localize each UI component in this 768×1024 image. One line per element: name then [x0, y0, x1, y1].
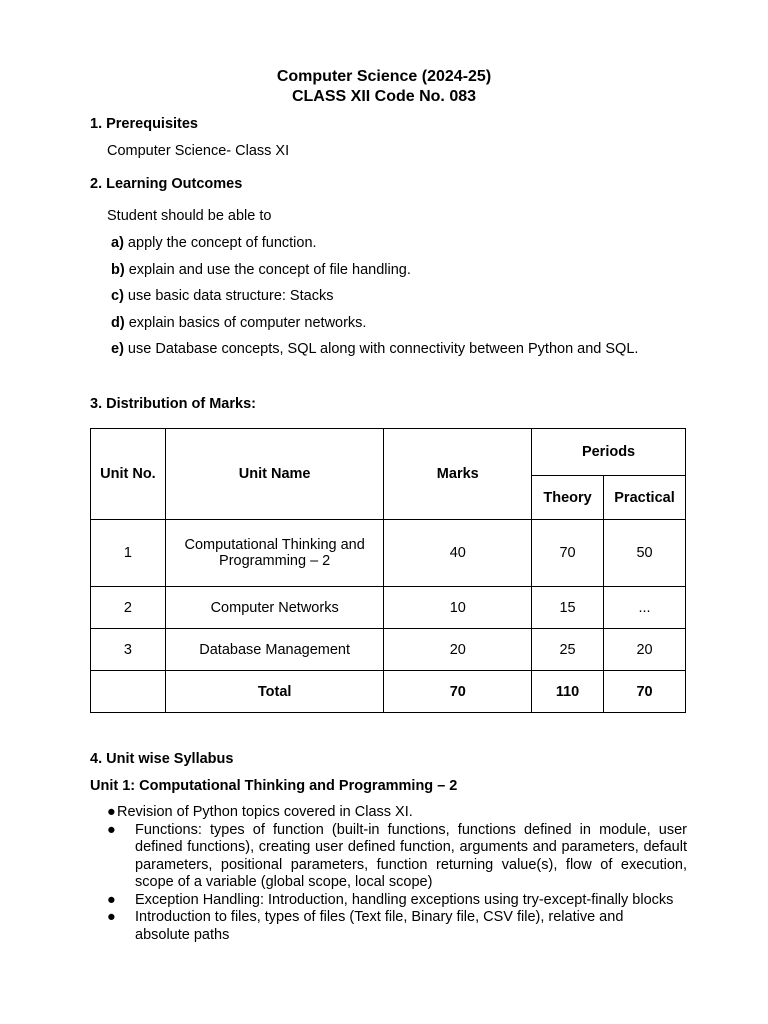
cell-practical: 50 — [604, 520, 686, 587]
cell-unit-name: Computer Networks — [165, 587, 384, 629]
table-row — [91, 629, 686, 671]
header-unit-name: Unit Name — [165, 429, 384, 520]
section-heading-prerequisites: 1. Prerequisites — [90, 116, 198, 132]
header-periods: Periods — [532, 429, 686, 476]
outcome-marker: e) — [111, 341, 124, 357]
cell-unit-no: 2 — [91, 587, 166, 629]
bullet-text: Exception Handling: Introduction, handling exceptions using try-except-finally blocks — [135, 891, 674, 908]
table-row — [91, 587, 686, 629]
total-practical: 70 — [604, 671, 686, 713]
cell-marks: 40 — [384, 520, 532, 587]
cell-theory: 15 — [532, 587, 604, 629]
learning-outcomes-intro: Student should be able to — [107, 208, 272, 224]
document-title: Computer Science (2024-25) — [276, 68, 492, 85]
bullet-icon: ● — [107, 891, 116, 908]
cell-empty — [91, 671, 166, 713]
cell-unit-name: Computational Thinking and Programming – 2 — [165, 520, 384, 587]
outcome-marker: b) — [111, 262, 125, 278]
cell-theory: 25 — [532, 629, 604, 671]
cell-unit-no: 3 — [91, 629, 166, 671]
outcome-marker: c) — [111, 288, 124, 304]
outcome-text: use Database concepts, SQL along with connectivity between Python and SQL. — [123, 341, 639, 357]
list-item — [107, 804, 687, 822]
total-theory: 110 — [532, 671, 604, 713]
outcome-item — [111, 262, 411, 278]
section-heading-syllabus: 4. Unit wise Syllabus — [90, 751, 234, 767]
section-heading-learning-outcomes: 2. Learning Outcomes — [90, 176, 243, 192]
outcome-item — [111, 341, 638, 357]
table-total-row — [91, 671, 686, 713]
cell-practical: ... — [604, 587, 686, 629]
marks-distribution-table — [90, 428, 686, 713]
bullet-icon: ● — [107, 804, 116, 820]
document-subtitle: CLASS XII Code No. 083 — [291, 88, 477, 105]
table-row — [91, 520, 686, 587]
outcome-marker: d) — [111, 315, 125, 331]
outcome-text: apply the concept of function. — [123, 235, 317, 251]
list-item — [107, 822, 687, 892]
bullet-text: Functions: types of function (built-in functions, functions defined in module, user defined functions), creating user defined function, arguments and parameters, default parameters, positional parameters, function returning value(s), flow of execution, scope of a variable (global scope, local scope) — [135, 821, 687, 890]
unit1-heading: Unit 1: Computational Thinking and Programming – 2 — [90, 778, 458, 794]
list-item — [107, 909, 687, 944]
cell-marks: 10 — [384, 587, 532, 629]
prerequisites-text: Computer Science- Class XI — [107, 143, 290, 159]
cell-unit-no: 1 — [91, 520, 166, 587]
table-header-row — [91, 429, 686, 476]
header-theory: Theory — [532, 476, 604, 520]
outcome-item — [111, 288, 333, 304]
header-unit-no: Unit No. — [91, 429, 166, 520]
bullet-icon: ● — [107, 909, 116, 925]
cell-unit-name: Database Management — [165, 629, 384, 671]
unit1-bullet-list — [107, 804, 687, 944]
bullet-text: Revision of Python topics covered in Class XI. — [117, 804, 413, 820]
outcome-text: explain and use the concept of file handling. — [124, 262, 411, 278]
outcome-text: explain basics of computer networks. — [124, 315, 367, 331]
total-marks: 70 — [384, 671, 532, 713]
cell-theory: 70 — [532, 520, 604, 587]
cell-practical: 20 — [604, 629, 686, 671]
bullet-text: Introduction to files, types of files (Text file, Binary file, CSV file), relative and absolute paths — [135, 909, 624, 943]
bullet-icon: ● — [107, 821, 116, 838]
outcome-text: use basic data structure: Stacks — [123, 288, 334, 304]
header-practical: Practical — [604, 476, 686, 520]
header-marks: Marks — [384, 429, 532, 520]
section-heading-distribution: 3. Distribution of Marks: — [90, 396, 256, 412]
outcome-item — [111, 315, 366, 331]
outcome-marker: a) — [111, 235, 124, 251]
total-label: Total — [165, 671, 384, 713]
cell-marks: 20 — [384, 629, 532, 671]
list-item — [107, 892, 687, 910]
outcome-item — [111, 235, 317, 251]
